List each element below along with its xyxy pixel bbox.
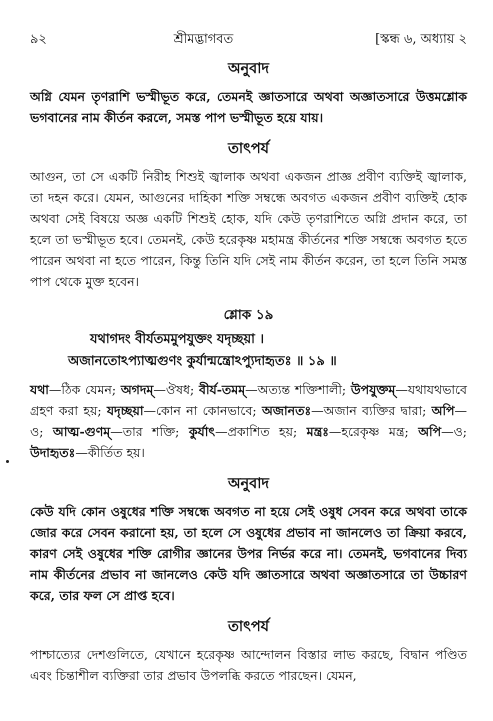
- book-title: শ্রীমদ্ভাগবত: [173, 32, 234, 47]
- synonym-word: যদৃচ্ছয়া: [106, 403, 144, 418]
- synonym-meaning: কীর্তিত হয়।: [87, 445, 145, 460]
- synonym-meaning: কোন না কোনভাবে: [155, 403, 253, 418]
- page-header: [30, 30, 467, 50]
- translation-heading: অনুবাদ: [227, 60, 270, 77]
- synonym-meaning: অত্যন্ত শক্তিশালী: [257, 382, 342, 397]
- synonym-word: আত্ম-গুণম্: [52, 424, 111, 439]
- page-number: ৯২: [30, 32, 47, 47]
- synonym-word: অগদম্: [120, 382, 154, 397]
- synonym-meaning: ও: [453, 424, 463, 439]
- synonym-meaning: তার শক্তি: [122, 424, 176, 439]
- synonym-word: মন্ত্রঃ: [306, 424, 329, 439]
- scan-speck: [6, 460, 9, 463]
- verse-line: অজানতোঽপ্যাত্মগুণং কুর্যান্মন্ত্রোঽপ্যুদাহৃতঃ ॥ ১৯ ॥: [68, 354, 337, 369]
- word-meanings: যথা—ঠিক যেমন; অগদম্—ঔষধ; বীর্য-তমম্—অত্যন্ত শক্তিশালী; উপযুক্তম্—যথাযথভাবে গ্রহণ করা হয়; যদৃচ্ছয়া—কোন না কোনভাবে; অজানতঃ—অজান ব্যক্তির দ্বারা; অপি—ও; আত্ম-গুণম্—তার শক্তি; কুর্যাৎ—প্রকাশিত হয়; মন্ত্রঃ—হরেকৃষ্ণ মন্ত্র; অপি—ও; উদাহৃতঃ—কীর্তিত হয়।: [30, 382, 468, 460]
- translation-text: অগ্নি যেমন তৃণরাশি ভস্মীভূত করে, তেমনই জ্ঞাতসারে অথবা অজ্ঞাতসারে উত্তমশ্লোক ভগবানের নাম কীর্তন করলে, সমস্ত পাপ ভস্মীভূত হয়ে যায়।: [30, 89, 467, 125]
- synonym-meaning: যথাযথভাবে গ্রহণ করা হয়: [30, 382, 468, 418]
- translation-heading-2: অনুবাদ: [227, 475, 270, 492]
- purport-heading: তাৎপর্য: [227, 140, 270, 157]
- synonym-word: উপযুক্তম্: [350, 382, 396, 397]
- synonym-meaning: অজান ব্যক্তির দ্বারা: [323, 403, 423, 418]
- chapter-reference: [স্কন্ধ ৬, অধ্যায় ২: [375, 32, 467, 47]
- verse-line: যথাগদং বীর্যতমমুপযুক্তং যদৃচ্ছয়া ।: [90, 332, 265, 347]
- synonym-meaning: হরেকৃষ্ণ মন্ত্র: [341, 424, 405, 439]
- synonym-word: বীর্য-তমম্: [198, 382, 246, 397]
- synonym-meaning: ও: [30, 424, 40, 439]
- verse-text: [30, 329, 467, 373]
- synonym-word: যথা: [30, 382, 49, 397]
- synonym-word: অপি: [418, 424, 442, 439]
- synonym-word: অজানতঃ: [261, 403, 312, 418]
- synonym-meaning: ঔষধ: [165, 382, 191, 397]
- synonym-word: অপি: [431, 403, 455, 418]
- synonym-word: কুর্যাৎ: [188, 424, 216, 439]
- purport-heading-2: তাৎপর্য: [227, 618, 270, 635]
- synonym-meaning: প্রকাশিত হয়: [227, 424, 293, 439]
- purport-text: আগুন, তা সে একটি নিরীহ শিশুই জ্বালাক অথবা একজন প্রাজ্ঞ প্রবীণ ব্যক্তিই জ্বালাক, তা দহন করে। যেমন, আগুনের দাহিকা শক্তি সম্বন্ধে অবগত একজন প্রবীণ ব্যক্তিই হোক অথবা সেই বিষয়ে অজ্ঞ একটি শিশুই হোক, যদি কেউ তৃণরাশিতে অগ্নি প্রদান করে, তা হলে তা ভস্মীভূত হবে। তেমনই, কেউ হরেকৃষ্ণ মহামন্ত্র কীর্তনের শক্তি সম্বন্ধে অবগত হতে পারেন অথবা না হতে পারেন, কিন্তু তিনি যদি সেই নাম কীর্তন করেন, তা হলে তিনি সমস্ত পাপ থেকে মুক্ত হবেন।: [30, 169, 467, 289]
- synonym-meaning: ঠিক যেমন: [61, 382, 112, 397]
- verse-heading: শ্লোক ১৯: [223, 307, 274, 323]
- translation-text-2: কেউ যদি কোন ওষুধের শক্তি সম্বন্ধে অবগত না হয়ে সেই ওষুধ সেবন করে অথবা তাকে জোর করে সেবন করানো হয়, তা হলে সে ওষুধের প্রভাব না জানলেও তা ক্রিয়া করবে, কারণ সেই ওষুধের শক্তি রোগীর জ্ঞানের উপর নির্ভর করে না। তেমনই, ভগবানের দিব্য নাম কীর্তনের প্রভাব না জানলেও কেউ যদি জ্ঞাতসারে অথবা অজ্ঞাতসারে তা উচ্চারণ করে, তার ফল সে প্রাপ্ত হবে।: [30, 504, 467, 603]
- purport-text-2: পাশ্চাত্যের দেশগুলিতে, যেখানে হরেকৃষ্ণ আন্দোলন বিস্তার লাভ করছে, বিদ্বান পণ্ডিত এবং চিন্তাশীল ব্যক্তিরা তার প্রভাব উপলব্ধি করতে পারছেন। যেমন,: [30, 647, 467, 683]
- synonym-word: উদাহৃতঃ: [30, 445, 76, 460]
